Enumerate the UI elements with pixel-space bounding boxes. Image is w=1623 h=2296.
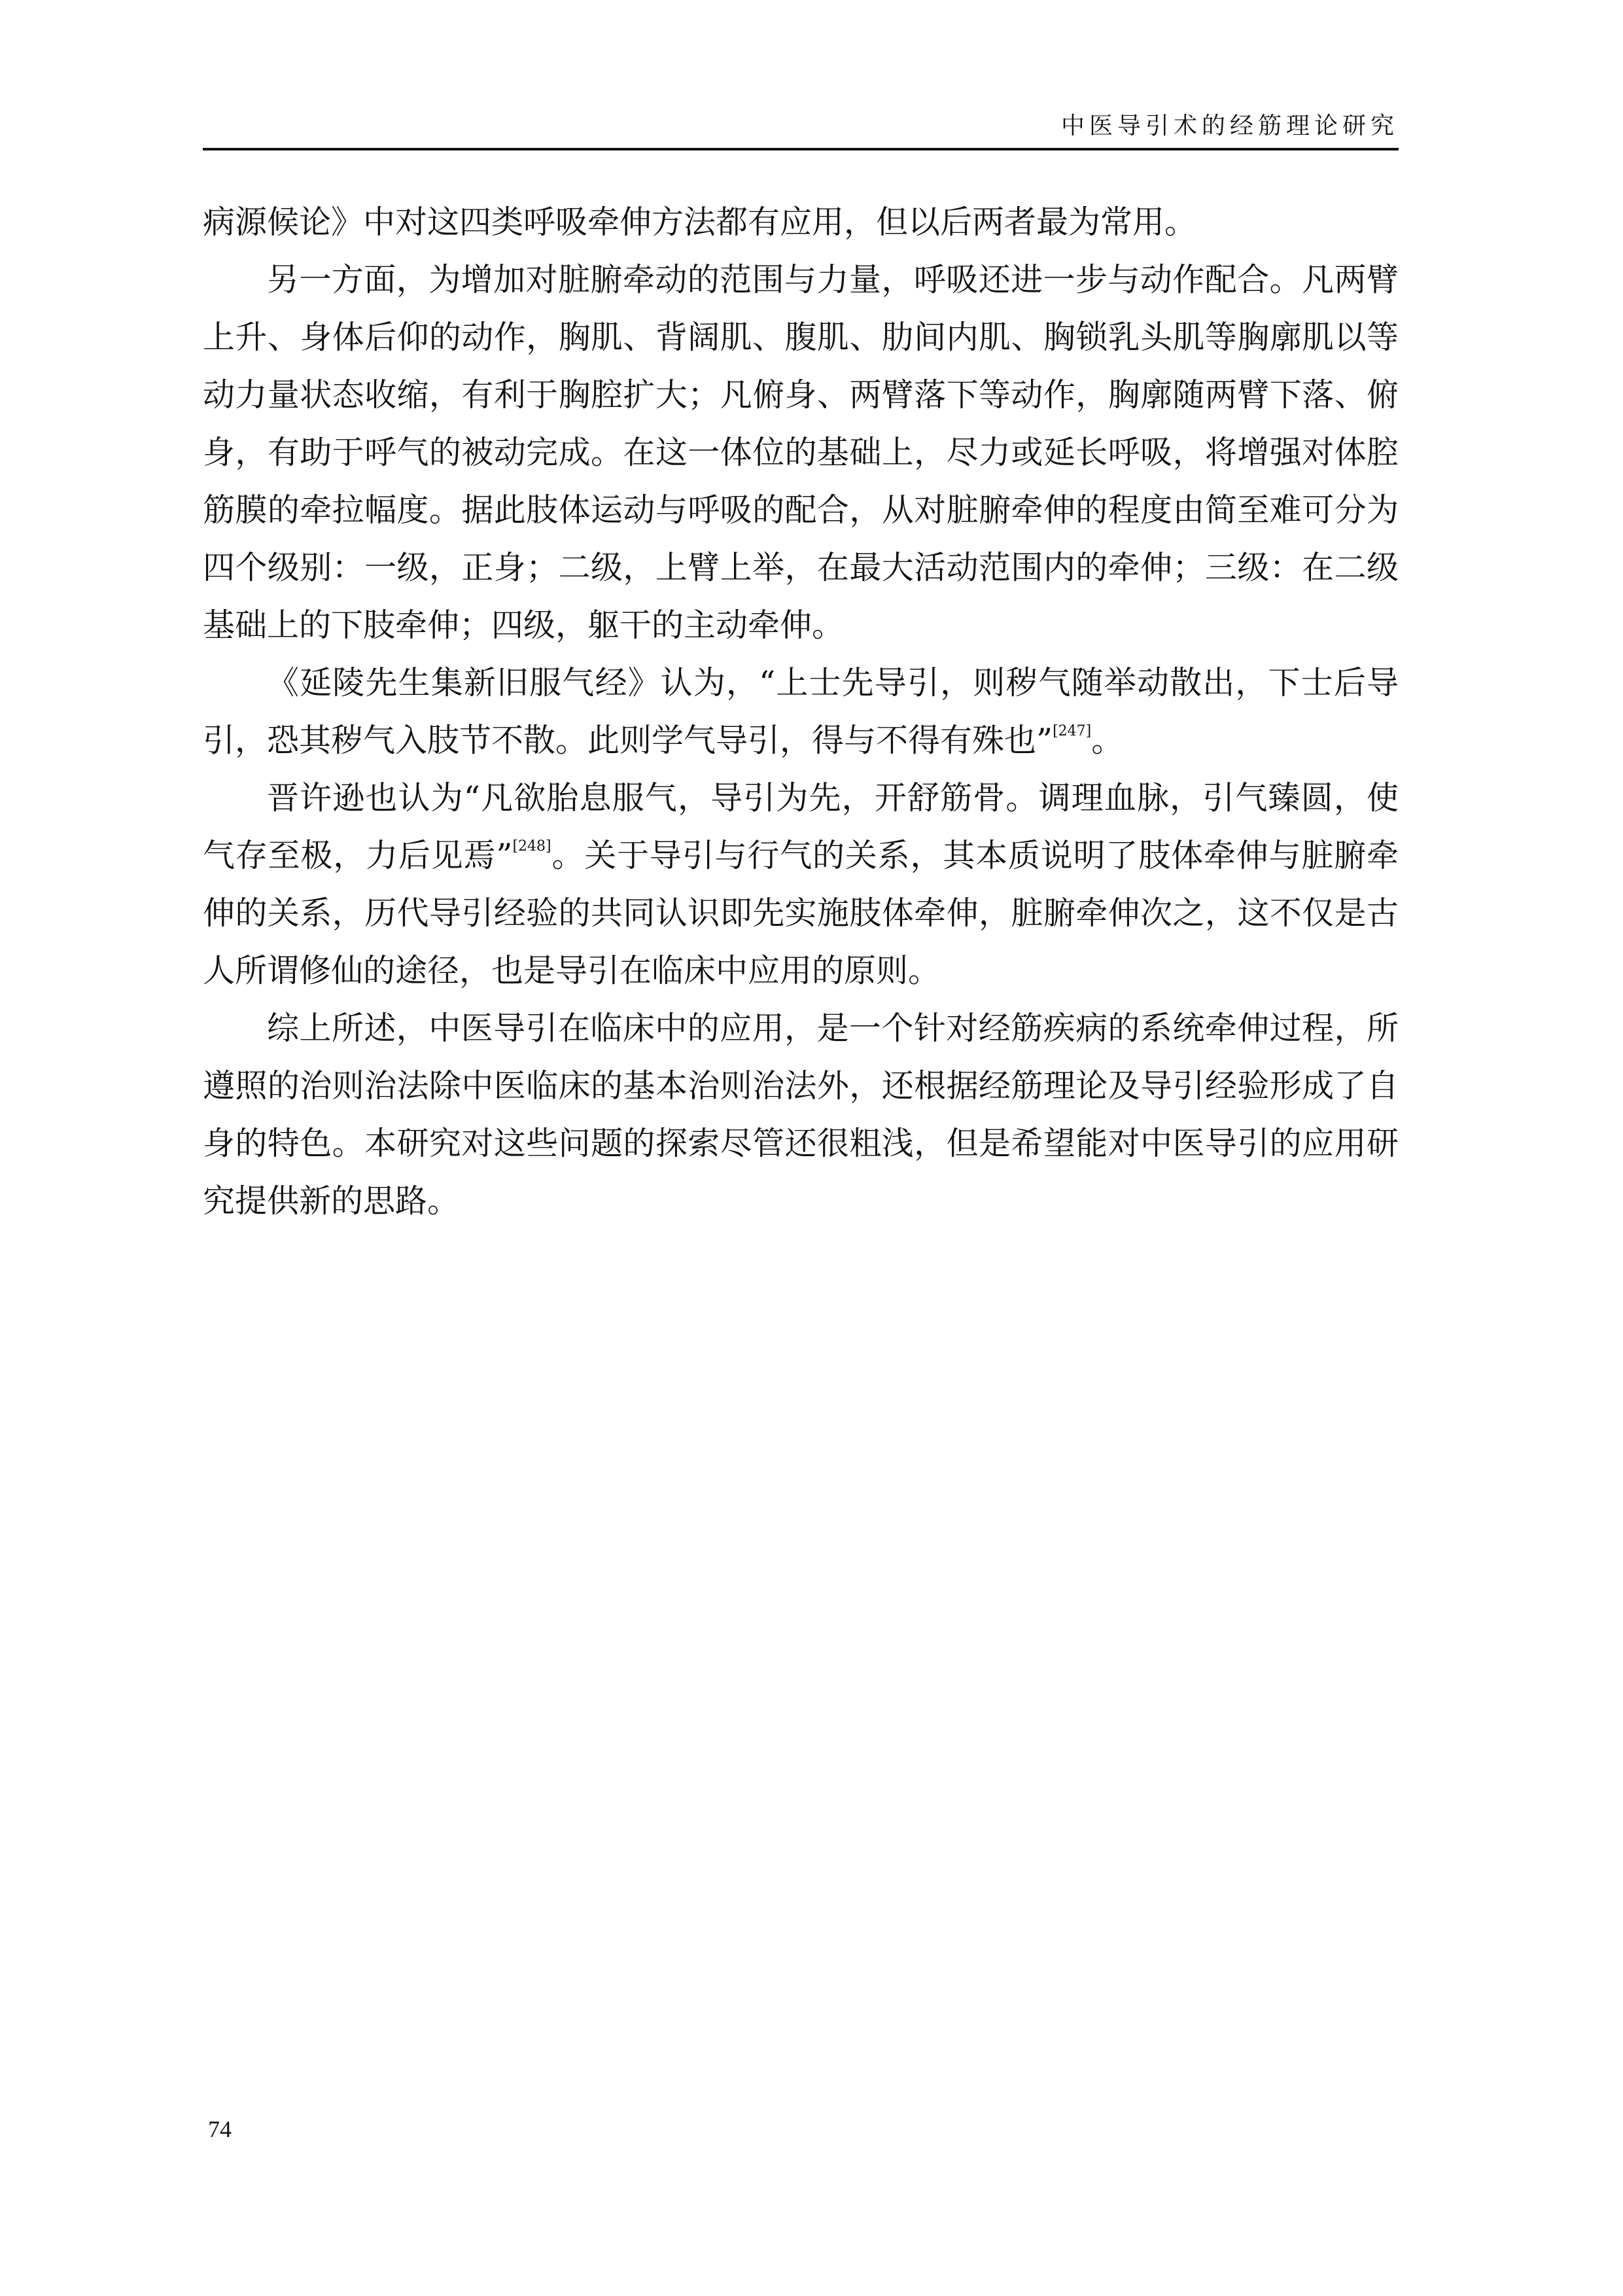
paragraph-conclusion: 综上所述，中医导引在临床中的应用，是一个针对经筋疾病的系统牵伸过程，所遵照的治则治法除中医临床的基本治则治法外，还根据经筋理论及导引经验形成了自身的特色。本研究对这些问题的探索尽管还很粗浅，但是希望能对中医导引的应用研究提供新的思路。 xyxy=(203,1010,1399,1220)
body-text xyxy=(203,194,1399,1230)
citation-ref-247: [247] xyxy=(1053,723,1092,739)
citation-ref-248: [248] xyxy=(512,838,551,855)
running-header: 中医导引术的经筋理论研究 xyxy=(1060,113,1399,139)
quote-tail: 。 xyxy=(1091,722,1124,759)
page-number: 74 xyxy=(208,2116,232,2142)
header-rule xyxy=(203,148,1399,150)
paragraph-breathing-movement: 另一方面，为增加对脏腑牵动的范围与力量，呼吸还进一步与动作配合。凡两臂上升、身体后仰的动作，胸肌、背阔肌、腹肌、肋间内肌、胸锁乳头肌等胸廓肌以等动力量状态收缩，有利于胸腔扩大；凡俯身、两臂落下等动作，胸廓随两臂下落、俯身，有助于呼气的被动完成。在这一体位的基础上，尽力或延长呼吸，将增强对体腔筋膜的牵拉幅度。据此肢体运动与呼吸的配合，从对脏腑牵伸的程度由简至难可分为四个级别：一级，正身；二级，上臂上举，在最大活动范围内的牵伸；三级：在二级基础上的下肢牵伸；四级，躯干的主动牵伸。 xyxy=(203,261,1399,644)
quote-text: 晋许逊也认为“凡欲胎息服气，导引为先，开舒筋骨。调理血脉，引气臻圆，使气存至极，力后见焉” xyxy=(203,779,1399,874)
paragraph-continuation: 病源候论》中对这四类呼吸牵伸方法都有应用，但以后两者最为常用。 xyxy=(203,203,1197,241)
paragraph-xu-xun-quote xyxy=(203,769,1399,1000)
paragraph-yanling-quote xyxy=(203,654,1399,769)
quote-text: 《延陵先生集新旧服气经》认为，“上士先导引，则秽气随举动散出，下士后导引，恐其秽气入肢节不散。此则学气导引，得与不得有殊也” xyxy=(203,664,1399,759)
quote-tail: 。关于导引与行气的关系，其本质说明了肢体牵伸与脏腑牵伸的关系，历代导引经验的共同认识即先实施肢体牵伸，脏腑牵伸次之，这不仅是古人所谓修仙的途径，也是导引在临床中应用的原则。 xyxy=(203,837,1399,989)
